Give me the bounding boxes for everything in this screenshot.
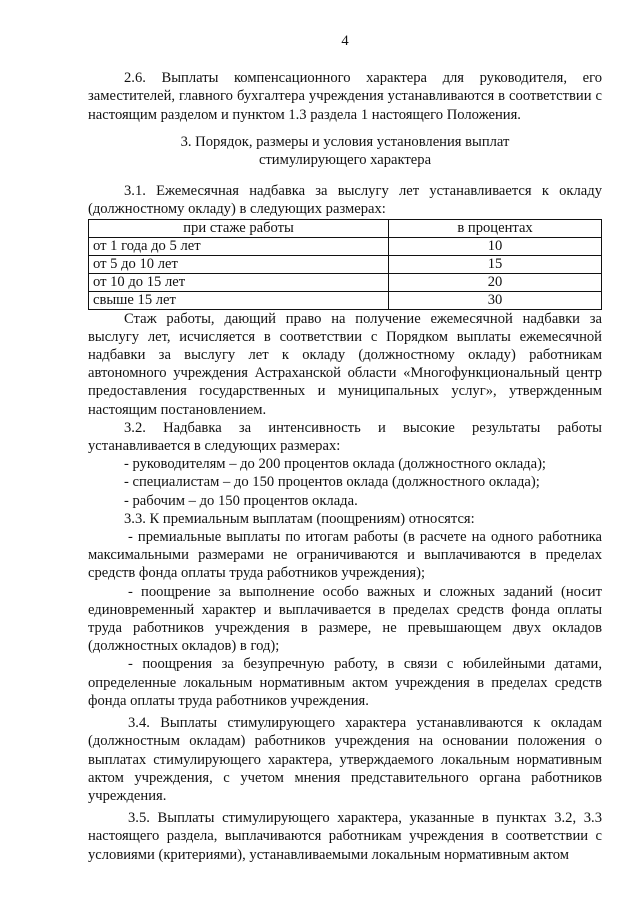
table-row [89, 291, 602, 309]
paragraph-3-3: 3.3. К премиальным выплатам (поощрениям) относятся: [124, 510, 475, 527]
table-row [89, 237, 602, 255]
list-item: - рабочим – до 150 процентов оклада. [124, 492, 358, 509]
table-header-row [89, 219, 602, 237]
table-cell-percent: 15 [389, 255, 602, 273]
table-row [89, 255, 602, 273]
table-cell-experience: от 10 до 15 лет [89, 273, 389, 291]
list-item: - премиальные выплаты по итогам работы (в расчете на одного работника максимальными размерами не ограничиваются и выплачиваются в пределах средств фонда оплаты труда работников учреждения); [88, 529, 602, 582]
list-item: - поощрение за выполнение особо важных и сложных заданий (носит единовременный характер и выплачивается в пределах средств фонда оплаты труда работников учреждения в размере, не превышающем двух окладов (должностных окладов) в год); [88, 583, 602, 655]
table-cell-experience: свыше 15 лет [89, 291, 389, 309]
table-cell-experience: от 1 года до 5 лет [89, 237, 389, 255]
table-row [89, 273, 602, 291]
paragraph-3-4: 3.4. Выплаты стимулирующего характера устанавливаются к окладам (должностным окладам) работников учреждения на основании положения о выплатах стимулирующего характера, утверждаемого локальным нормативным актом учреждения, с учетом мнения представительного органа работников учреждения. [88, 715, 602, 804]
table-cell-percent: 20 [389, 273, 602, 291]
table-cell-percent: 30 [389, 291, 602, 309]
table-header-percent: в процентах [389, 219, 602, 237]
paragraph-3-1: 3.1. Ежемесячная надбавка за выслугу лет устанавливается к окладу (должностному окладу) в следующих размерах: [88, 183, 602, 218]
list-item: - руководителям – до 200 процентов оклада (должностного оклада); [124, 456, 546, 473]
seniority-rates-table [88, 219, 602, 310]
section-3-title-line-2: стимулирующего характера [258, 152, 432, 169]
list-item: - специалистам – до 150 процентов оклада (должностного оклада); [124, 474, 540, 491]
table-header-experience: при стаже работы [89, 219, 389, 237]
paragraph-seniority: Стаж работы, дающий право на получение ежемесячной надбавки за выслугу лет, исчисляется в соответствии с Порядком выплаты ежемесячной надбавки за выслугу лет к окладу (должностному окладу) работникам автономного учреждения Астраханской области «Многофункциональный центр предоставления государственных и муниципальных услуг», утвержденным настоящим постановлением. [88, 310, 602, 418]
table-cell-percent: 10 [389, 237, 602, 255]
paragraph-3-2: 3.2. Надбавка за интенсивность и высокие результаты работы устанавливается в следующих размерах: [88, 419, 602, 455]
table-cell-experience: от 5 до 10 лет [89, 255, 389, 273]
page-number: 4 [341, 33, 349, 49]
list-item: - поощрения за безупречную работу, в связи с юбилейными датами, определенные локальным нормативным актом учреждения в пределах средств фонда оплаты труда работников учреждения. [88, 656, 602, 709]
section-3-title-line-1: 3. Порядок, размеры и условия установления выплат [180, 133, 510, 150]
paragraph-3-5: 3.5. Выплаты стимулирующего характера, указанные в пунктах 3.2, 3.3 настоящего раздела, выплачиваются работникам учреждения в соответствии с условиями (критериями), устанавливаемыми локальным нормативным актом [88, 810, 602, 863]
paragraph-2-6: 2.6. Выплаты компенсационного характера для руководителя, его заместителей, главного бухгалтера учреждения устанавливаются в соответствии с настоящим разделом и пунктом 1.3 раздела 1 настоящего Положения. [88, 70, 602, 123]
section-3-heading [88, 133, 602, 169]
